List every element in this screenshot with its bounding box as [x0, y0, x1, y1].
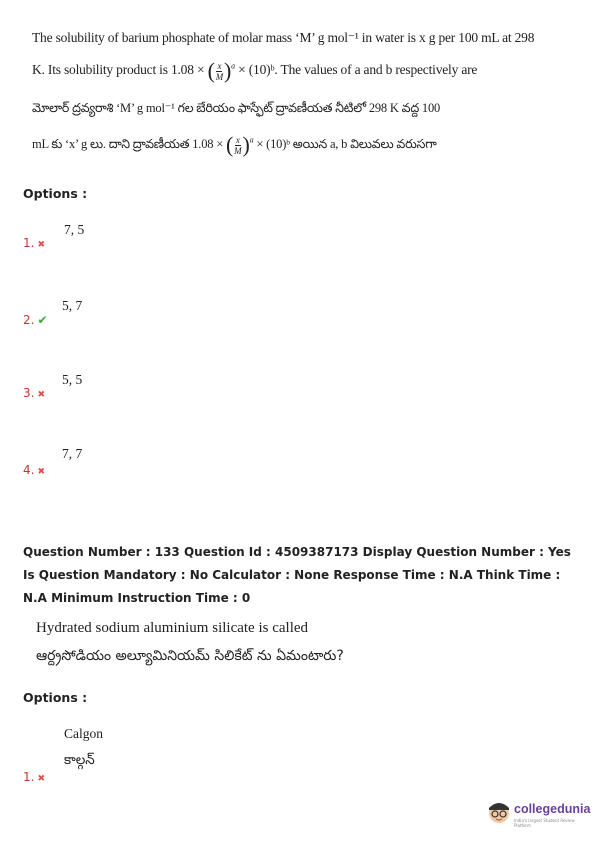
question-meta: Question Number : 133 Question Id : 4509387173 Display Question Number : Yes Is Question Mandatory : No Calculator : None Response Time : N.A Think Time : N.A Minimum Instruction Time : 0 [23, 545, 571, 605]
option-1-text: 7, 5 [64, 222, 85, 237]
option-2-1-number: 1. ✖ [23, 770, 45, 784]
exponent-a: a [231, 61, 235, 71]
paren-close: ) [224, 58, 232, 83]
question-1-line-2 [32, 58, 477, 84]
check-icon: ✔ [37, 313, 48, 327]
q1-line2-suffix: × (10)ᵇ. The values of a and b respectively are [238, 62, 478, 78]
option-1-number: 1. ✖ [23, 236, 45, 250]
option-2-number: 2. ✔ [23, 313, 48, 327]
cross-icon: ✖ [37, 774, 45, 784]
logo-name: collegedunia [514, 802, 591, 816]
option-4-number: 4. ✖ [23, 463, 45, 477]
question-1-line-4 [32, 132, 437, 158]
fraction-x-over-m: $\frac{x}{M}$ [215, 60, 224, 82]
cross-icon: ✖ [37, 240, 45, 250]
q1-line4-suffix: × (10)ᵇ అయిన a, b విలువలు వరుసగా [256, 136, 437, 151]
cross-icon: ✖ [37, 467, 45, 477]
paren-open-2: ( [226, 132, 234, 157]
q1-line2-prefix: K. Its solubility product is 1.08 × [32, 62, 205, 78]
question-1-line-1: The solubility of barium phosphate of molar mass ‘M’ g mol⁻¹ in water is x g per 100 mL at 298 [32, 30, 535, 45]
options-heading-2: Options : [23, 690, 88, 705]
exponent-a-2: a [249, 135, 254, 145]
collegedunia-logo [486, 798, 591, 828]
option-3-number: 3. ✖ [23, 386, 45, 400]
q1-line4-prefix: mL కు ‘x’ g లు. దాని ద్రావణీయత 1.08 × [32, 136, 224, 151]
options-heading-1: Options : [23, 186, 88, 201]
cross-icon: ✖ [37, 390, 45, 400]
question-1-line-3: మోలార్ ద్రవ్యరాశి ‘M’ g mol⁻¹ గల బేరియం ఫాస్ఫేట్ ద్రావణీయత నీటిలో 298 K వద్ద 100 [32, 101, 441, 115]
option-4-text: 7, 7 [62, 446, 83, 461]
paren-open: ( [207, 58, 215, 83]
question-2-english: Hydrated sodium aluminium silicate is called [36, 620, 309, 636]
option-3-text: 5, 5 [62, 372, 83, 387]
question-2-telugu: ఆర్ద్రసోడియం అల్యూమినియమ్ సిలికేట్ ను ఏమంటారు? [36, 648, 344, 664]
fraction-x-over-m-2: $\frac{x}{M}$ [234, 134, 242, 156]
paren-close-2: ) [242, 132, 250, 157]
option-2-text: 5, 7 [62, 298, 83, 313]
option-2-1-text-te: కాల్గన్ [64, 752, 95, 768]
logo-tagline: India's largest Student Review Platform [514, 818, 575, 828]
option-2-1-text-en: Calgon [64, 726, 103, 741]
mascot-icon [486, 798, 512, 826]
